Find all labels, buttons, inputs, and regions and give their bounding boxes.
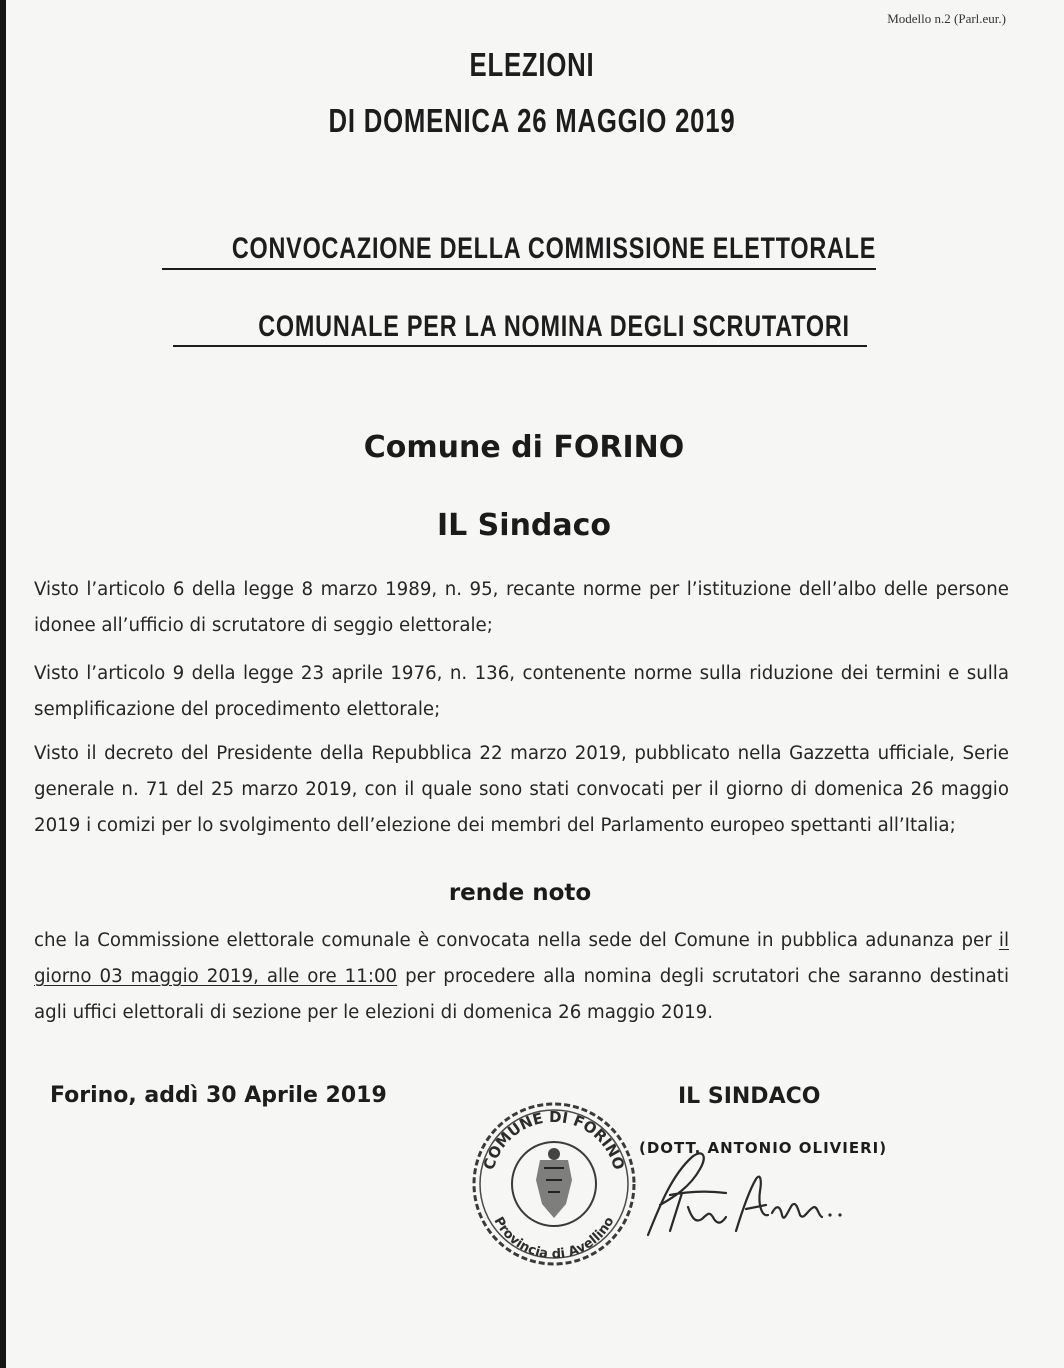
- election-date-heading: DI DOMENICA 26 MAGGIO 2019: [328, 102, 736, 139]
- document-title: ELEZIONI: [469, 46, 595, 83]
- signature-title: IL SINDACO: [678, 1084, 821, 1109]
- paragraph-law-1989: Visto l’articolo 6 della legge 8 marzo 1989, n. 95, recante norme per l’istituzione dell’albo delle persone idonee all’ufficio di scrutatore di seggio elettorale;: [34, 579, 1009, 636]
- stamp-top-text: COMUNE DI FORINO: [479, 1107, 629, 1172]
- heading-underline-1: [162, 268, 876, 270]
- convocation-heading-line-2: COMUNALE PER LA NOMINA DEGLI SCRUTATORI: [258, 310, 850, 343]
- form-model-label: Modello n.2 (Parl.eur.): [887, 11, 1006, 26]
- heading-underline-2: [173, 345, 867, 347]
- scan-edge: [0, 0, 6, 1368]
- place-and-date: Forino, addì 30 Aprile 2019: [50, 1083, 387, 1108]
- convocation-heading-line-1: CONVOCAZIONE DELLA COMMISSIONE ELETTORALE: [231, 232, 877, 265]
- svg-text:Provincia di Avellino: [491, 1215, 618, 1263]
- paragraph-law-1976: Visto l’articolo 9 della legge 23 aprile 1976, n. 136, contenente norme sulla riduzione dei termini e sulla semplificazione del procedimento elettorale;: [34, 663, 1009, 720]
- meeting-date-highlight: il giorno 03 maggio 2019, alle ore 11:00: [34, 930, 1009, 987]
- municipal-stamp: [470, 1100, 638, 1268]
- paragraph-decree-2019: Visto il decreto del Presidente della Repubblica 22 marzo 2019, pubblicato nella Gazzetta ufficiale, Serie generale n. 71 del 25 marzo 2019, con il quale sono stati convocati per il giorno di domenica 26 maggio 2019 i comizi per lo svolgimento dell’elezione dei membri del Parlamento europeo spettanti all’Italia;: [34, 743, 1009, 836]
- mayor-name: (DOTT. ANTONIO OLIVIERI): [639, 1139, 888, 1157]
- paragraph-notice: [34, 923, 1009, 1031]
- notice-text-after: per procedere alla nomina degli scrutatori che saranno destinati agli uffici elettorali di sezione per le elezioni di domenica 26 maggio 2019.: [34, 966, 1009, 1023]
- notice-text-before: che la Commissione elettorale comunale è convocata nella sede del Comune in pubblica adunanza per: [34, 930, 999, 951]
- stamp-bottom-text: Provincia di Avellino: [490, 1214, 618, 1263]
- rende-noto-heading: rende noto: [448, 880, 592, 906]
- handwritten-signature: [630, 1135, 860, 1245]
- municipality-title: Comune di FORINO: [363, 430, 685, 465]
- mayor-title: IL Sindaco: [436, 508, 612, 543]
